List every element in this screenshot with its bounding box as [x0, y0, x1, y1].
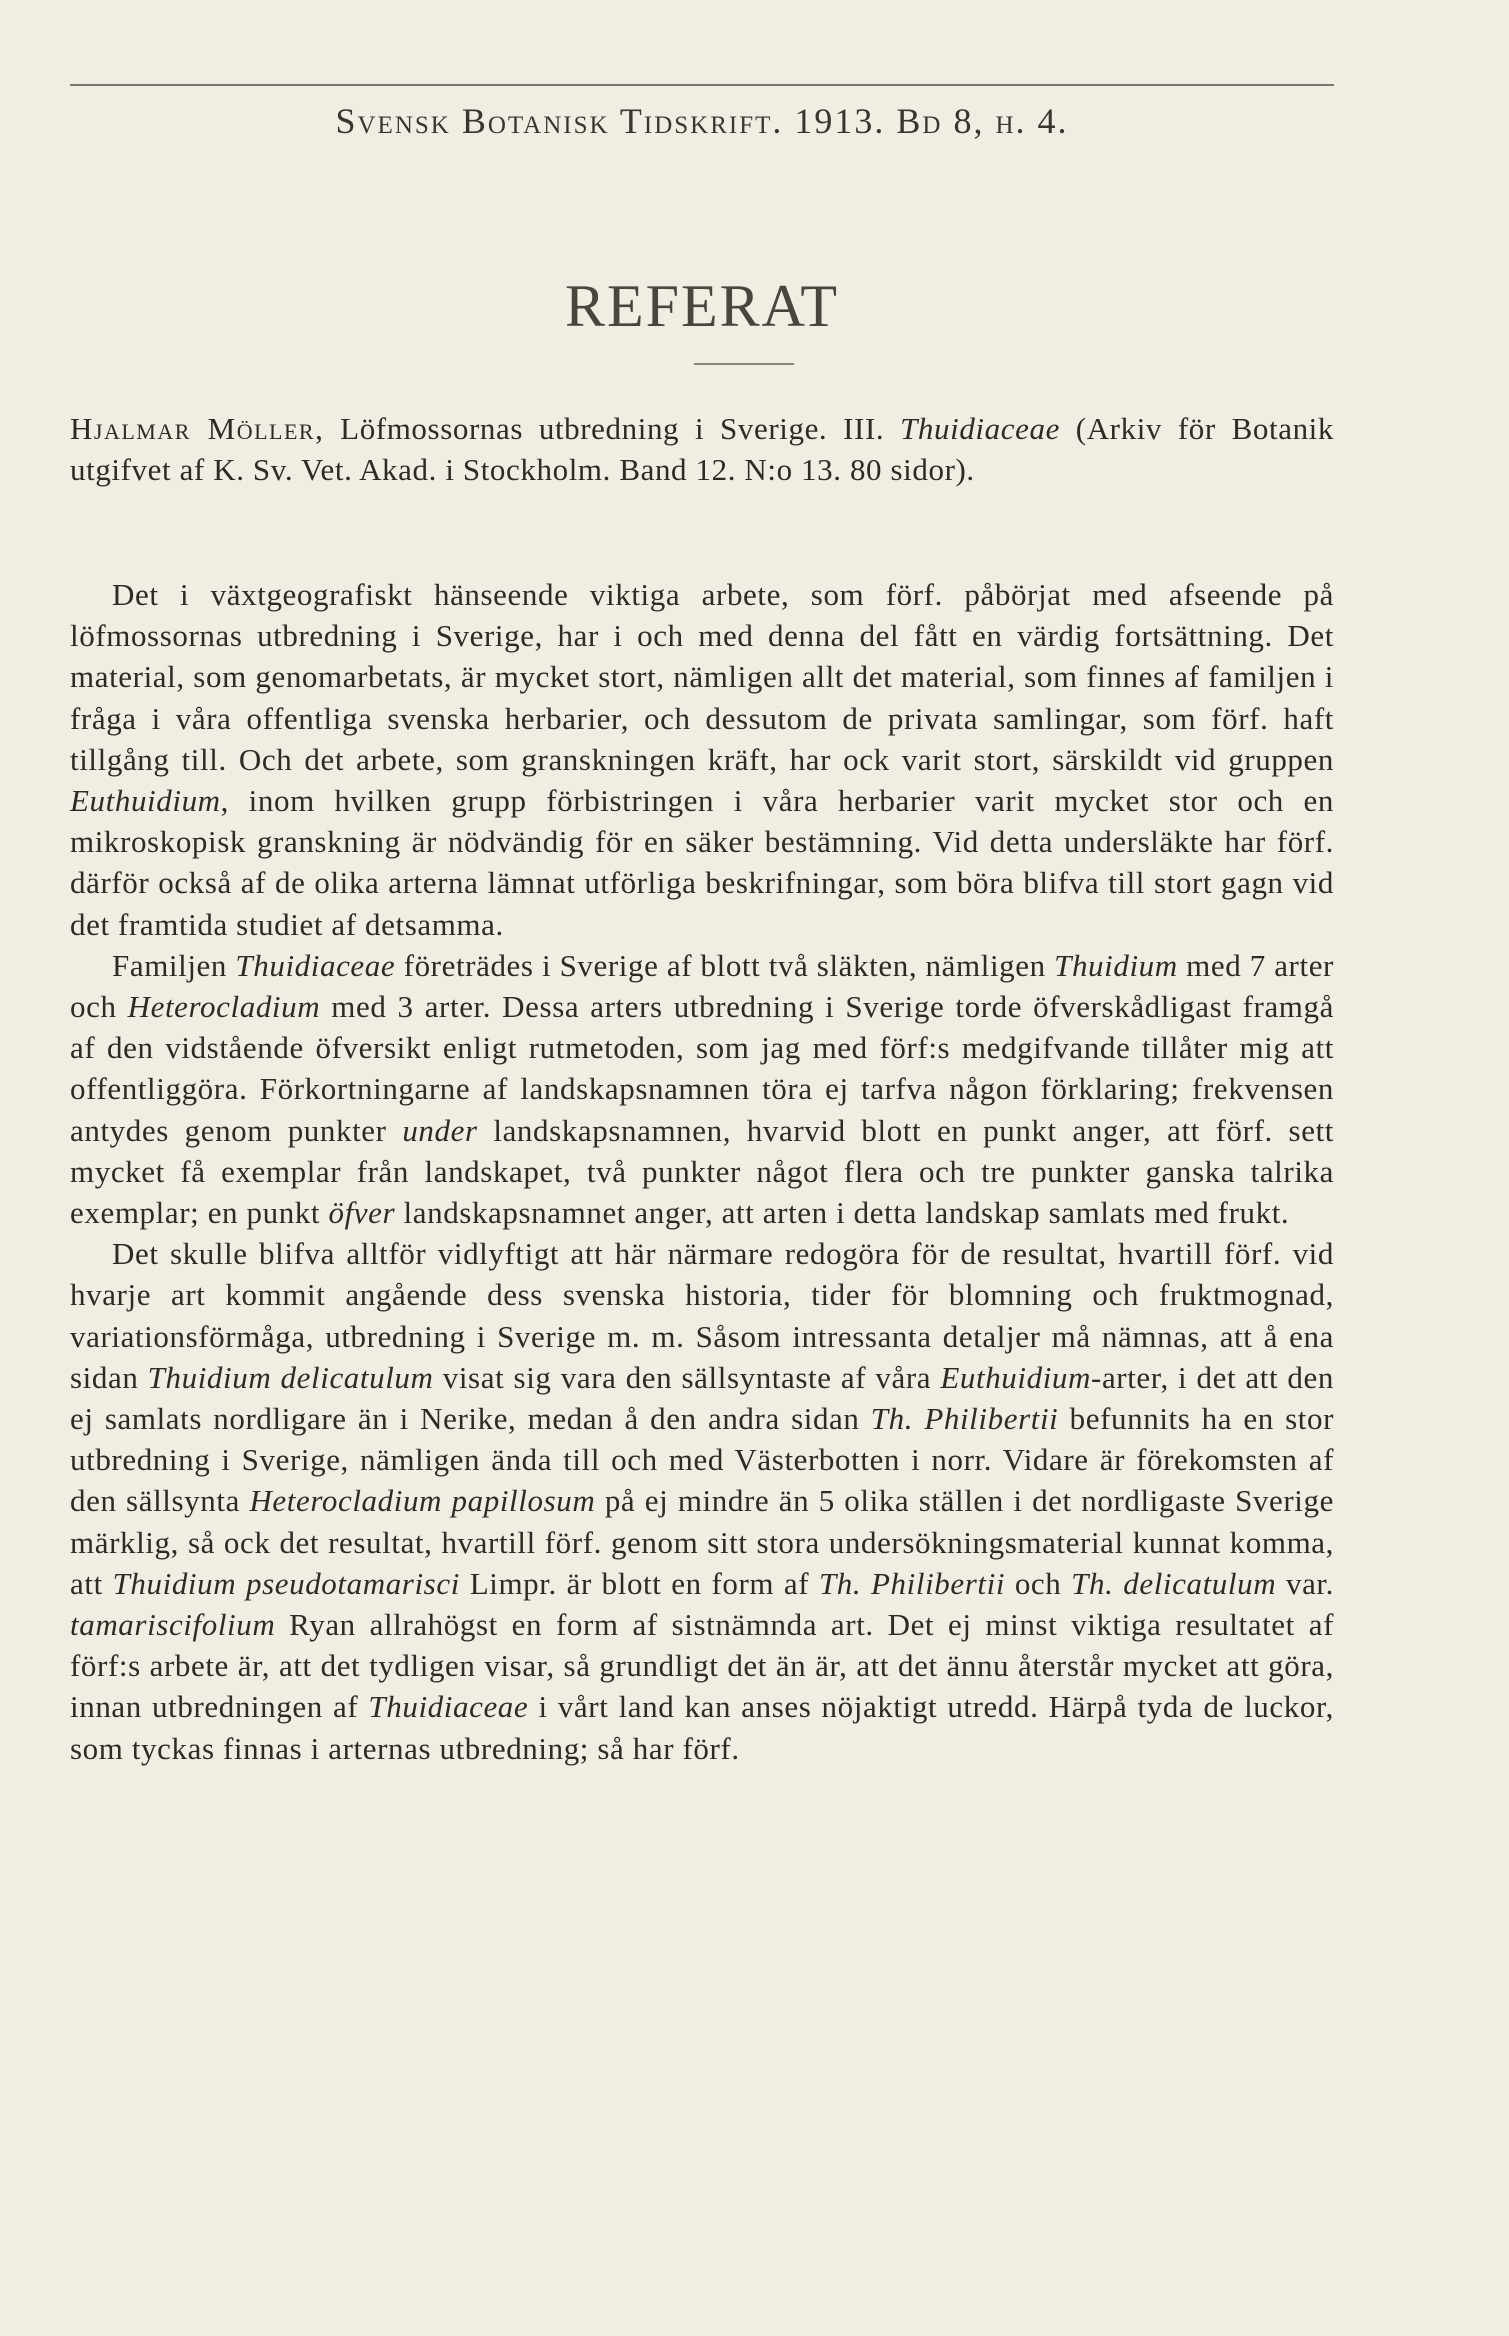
paragraph-3 — [70, 1233, 1334, 1769]
italic-run: Heterocladium papillosum — [249, 1483, 596, 1519]
text-run: på ej mindre än 5 olika ställen i det nordligaste Sverige märklig, så ock det resultat, hvartill förf. genom sitt stora undersökningsmaterial kunnat komma, att — [70, 1483, 1334, 1601]
text-run: med 7 arter och — [70, 947, 1334, 1025]
italic-run: tamariscifolium — [70, 1607, 276, 1643]
italic-run: Th. Philibertii — [870, 1401, 1059, 1437]
text-run: Det i växtgeografiskt hänseende viktiga arbete, som förf. påbörjat med afseende på löfmossornas utbredning i Sverige, har i och med denna del fått en värdig fortsättning. Det material, som genomarbetats, är mycket stort, nämligen allt det material, som finnes af familjen i fråga i våra offentliga svenska herbarier, och dessutom de privata samlingar, som förf. haft tillgång till. Och det arbete, som granskningen kräft, har ock varit stort, särskildt vid gruppen — [70, 577, 1334, 777]
italic-run: Thuidium delicatulum — [147, 1359, 434, 1395]
text-run: befunnits ha en stor utbredning i Sverige, nämligen ända till och med Västerbotten i norr. Vidare är förekomsten af den sällsynta — [70, 1401, 1334, 1519]
text-run: Familjen — [112, 947, 236, 983]
running-head: Svensk Botanisk Tidskrift. 1913. Bd 8, h. 4. — [335, 101, 1069, 141]
paragraph-2 — [70, 945, 1334, 1233]
text-run: med 3 arter. Dessa arters utbredning i Sverige torde öfverskådligast framgå af den vidstående öfversikt enligt rutmetoden, som jag med förf:s medgifvande tillåter mig att offentliggöra. Förkortningarne af landskapsnamnen töra ej tarfva någon förklaring; frekvensen antydes genom punkter — [70, 989, 1334, 1148]
text-run: företrädes i Sverige af blott två släkten, nämligen — [395, 947, 1055, 983]
text-run: -arter, i det att den ej samlats nordligare än i Nerike, medan å den andra sidan — [70, 1359, 1334, 1437]
citation-text: Löfmossornas utbredning i Sverige. III. — [324, 411, 901, 446]
italic-run: öfver — [328, 1195, 396, 1231]
italic-run: under — [402, 1112, 478, 1148]
citation-italic: Thuidiaceae — [900, 411, 1060, 446]
italic-run: Thuidium pseudotamarisci — [112, 1565, 460, 1601]
text-run: landskapsnamnet anger, att arten i detta landskap samlats med frukt. — [395, 1195, 1290, 1231]
italic-run: Thuidium — [1054, 947, 1178, 983]
italic-run: Th. delicatulum — [1071, 1565, 1277, 1601]
italic-run: Euthuidium — [70, 783, 221, 819]
text-run: , inom hvilken grupp förbistringen i våra herbarier varit mycket stor och en mikroskopisk granskning är nödvändig för en säker bestämning. Vid detta undersläkte har förf. därför också af de olika arterna lämnat utförliga beskrifningar, som böra blifva till stort gagn vid det framtida studiet af detsamma. — [70, 783, 1334, 942]
italic-run: Thuidiaceae — [235, 947, 396, 983]
citation-text: (Arkiv för Botanik utgifvet af K. Sv. Vet. Akad. i Stockholm. Band 12. N:o 13. 80 sidor). — [70, 411, 1334, 487]
review-body — [70, 574, 1334, 1769]
title-rule — [694, 363, 794, 365]
paragraph-1 — [70, 574, 1334, 945]
text-run: Ryan allrahögst en form af sistnämnda art. Det ej minst viktiga resultatet af förf:s arbete är, att det tydligen visar, så grundligt det än är, att det ännu återstår mycket att göra, innan utbredningen af — [70, 1607, 1334, 1725]
text-run: Limpr. är blott en form af — [459, 1565, 819, 1601]
header-rule — [70, 84, 1334, 86]
italic-run: Thuidiaceae — [368, 1689, 529, 1725]
text-run: i vårt land kan anses nöjaktigt utredd. Härpå tyda de luckor, som tyckas finnas i arternas utbredning; så har förf. — [70, 1689, 1334, 1766]
text-run: och — [1005, 1565, 1072, 1601]
citation — [70, 408, 1334, 490]
text-run: visat sig vara den sällsyntaste af våra — [433, 1359, 941, 1395]
italic-run: Th. Philibertii — [818, 1565, 1006, 1601]
text-run: var. — [1276, 1565, 1334, 1601]
section-title: REFERAT — [564, 273, 840, 339]
text-run: Det skulle blifva alltför vidlyftigt att här närmare redogöra för de resultat, hvartill förf. vid hvarje art kommit angående dess svenska historia, tider för blomning och fruktmognad, variationsförmåga, utbredning i Sverige m. m. Såsom intressanta detaljer må nämnas, att å ena sidan — [70, 1236, 1334, 1395]
italic-run: Heterocladium — [127, 989, 321, 1025]
italic-run: Euthuidium — [940, 1359, 1092, 1395]
text-run: landskapsnamnen, hvarvid blott en punkt anger, att förf. sett mycket få exemplar från landskapet, två punkter något flera och tre punkter ganska talrika exemplar; en punkt — [70, 1112, 1334, 1231]
citation-author: Hjalmar Möller, — [70, 411, 325, 446]
